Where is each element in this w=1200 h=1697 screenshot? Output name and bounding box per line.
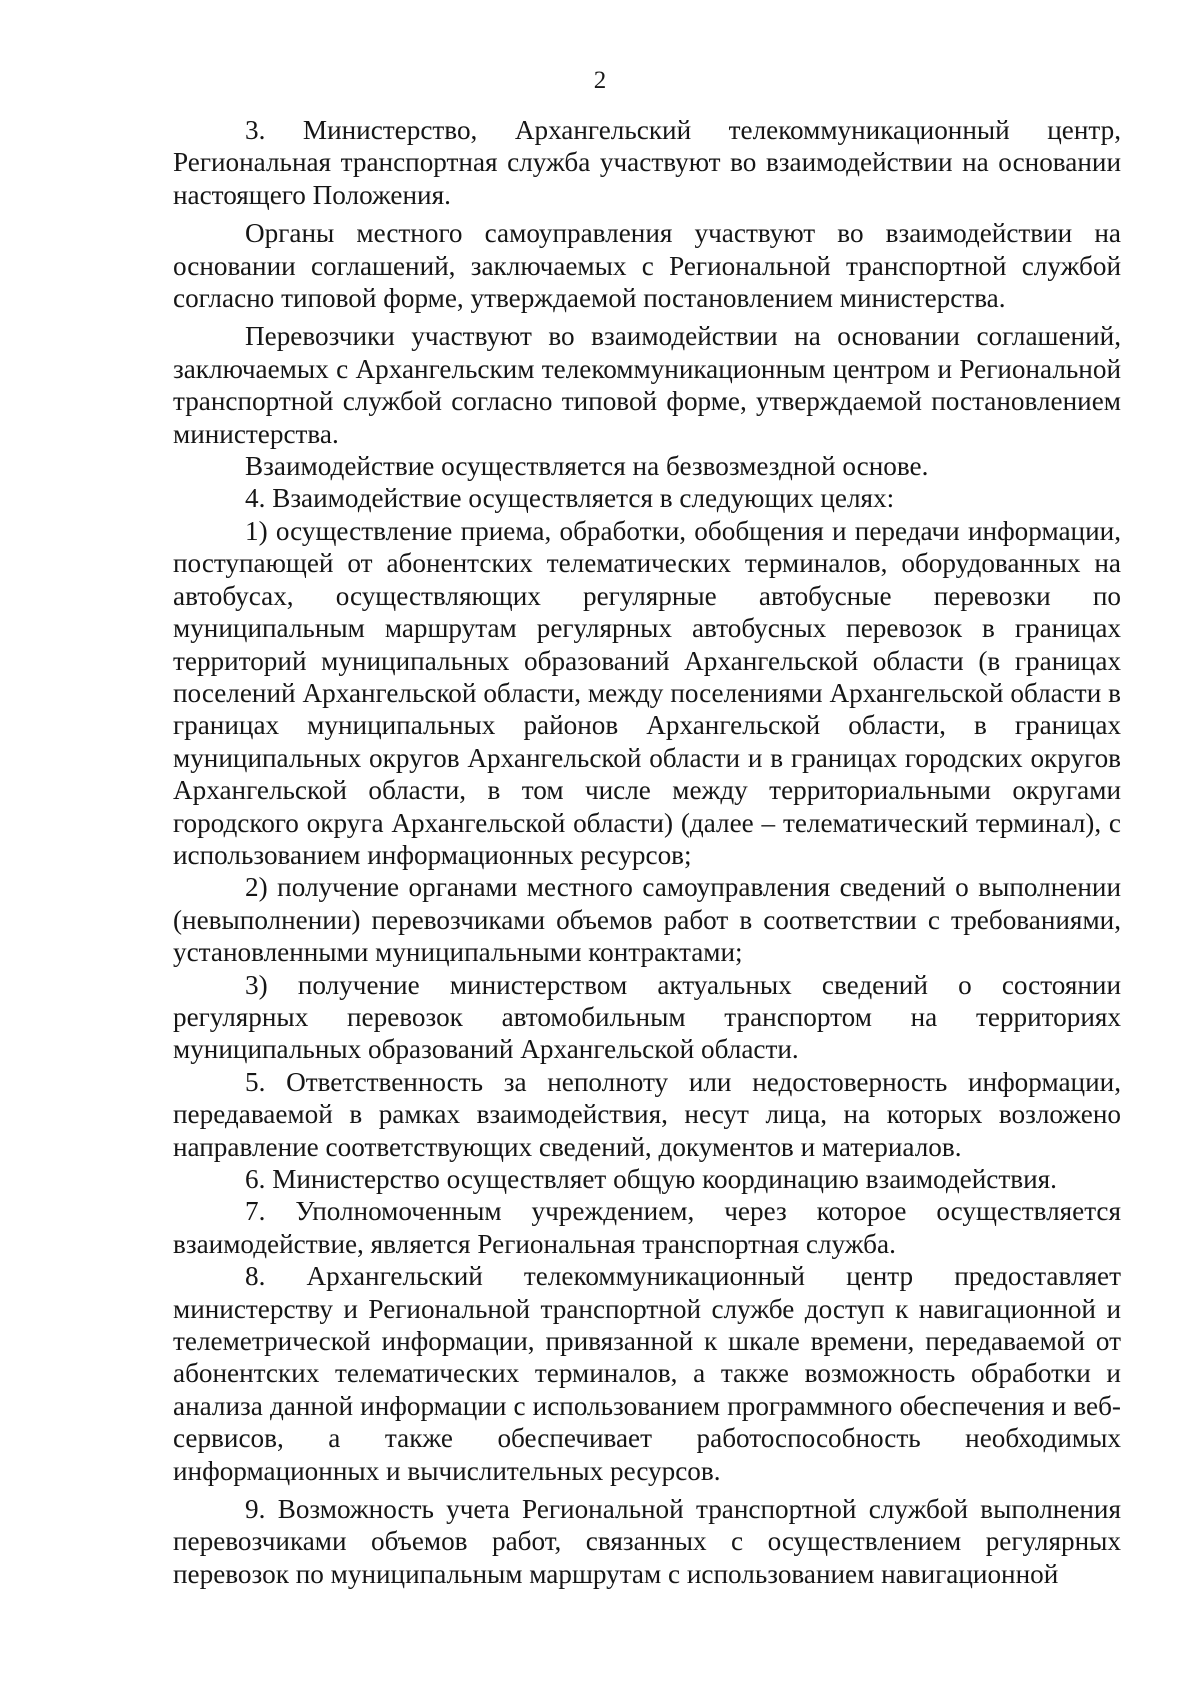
paragraph-9: 9. Возможность учета Региональной транспортной службой выполнения перевозчиками объемов работ, связанных с осуществлением регулярных перевозок по муниципальным маршрутам с использованием навигационной: [173, 1494, 1121, 1589]
paragraph-8: 8. Архангельский телекоммуникационный центр предоставляет министерству и Региональной транспортной службе доступ к навигационной и телеметрической информации, привязанной к шкале времени, передаваемой от абонентских телематических терминалов, а также возможность обработки и анализа данной информации с использованием программного обеспечения и веб-сервисов, а также обеспечивает работоспособность необходимых информационных и вычислительных ресурсов.: [173, 1261, 1121, 1486]
paragraph-4-2: 2) получение органами местного самоуправления сведений о выполнении (невыполнении) перевозчиками объемов работ в соответствии с требованиями, установленными муниципальными контрактами;: [173, 872, 1121, 968]
paragraph-4: 4. Взаимодействие осуществляется в следующих целях:: [245, 483, 895, 514]
paragraph-7: 7. Уполномоченным учреждением, через которое осуществляется взаимодействие, является Региональная транспортная служба.: [173, 1196, 1121, 1259]
paragraph-4-3: 3) получение министерством актуальных сведений о состоянии регулярных перевозок автомобильным транспортом на территориях муниципальных образований Архангельской области.: [173, 969, 1121, 1065]
paragraph-carriers: Перевозчики участвуют во взаимодействии на основании соглашений, заключаемых с Архангельским телекоммуникационным центром и Региональной транспортной службой согласно типовой форме, утверждаемой постановлением министерства.: [173, 321, 1121, 449]
paragraph-6: 6. Министерство осуществляет общую координацию взаимодействия.: [245, 1164, 1057, 1194]
paragraph-3: 3. Министерство, Архангельский телекоммуникационный центр, Региональная транспортная служба участвуют во взаимодействии на основании настоящего Положения.: [173, 115, 1121, 210]
paragraph-4-1: 1) осуществление приема, обработки, обобщения и передачи информации, поступающей от абонентских телематических терминалов, оборудованных на автобусах, осуществляющих регулярные автобусные перевозки по муниципальным маршрутам регулярных автобусных перевозок в границах территорий муниципальных образований Архангельской области (в границах поселений Архангельской области, между поселениями Архангельской области в границах муниципальных районов Архангельской области, в границах муниципальных округов Архангельской области и в границах городских округов Архангельской области, в том числе между территориальными округами городского округа Архангельской области) (далее – телематический терминал), с использованием информационных ресурсов;: [173, 515, 1121, 870]
paragraph-local-government: Органы местного самоуправления участвуют во взаимодействии на основании соглашений, заключаемых с Региональной транспортной службой согласно типовой форме, утверждаемой постановлением министерства.: [173, 218, 1121, 314]
document-body: [173, 114, 1121, 1590]
paragraph-5: 5. Ответственность за неполноту или недостоверность информации, передаваемой в рамках взаимодействия, несут лица, на которых возложено направление соответствующих сведений, документов и материалов.: [173, 1066, 1121, 1162]
paragraph-free-basis: Взаимодействие осуществляется на безвозмездной основе.: [245, 451, 929, 482]
page-number: 2: [593, 67, 607, 94]
